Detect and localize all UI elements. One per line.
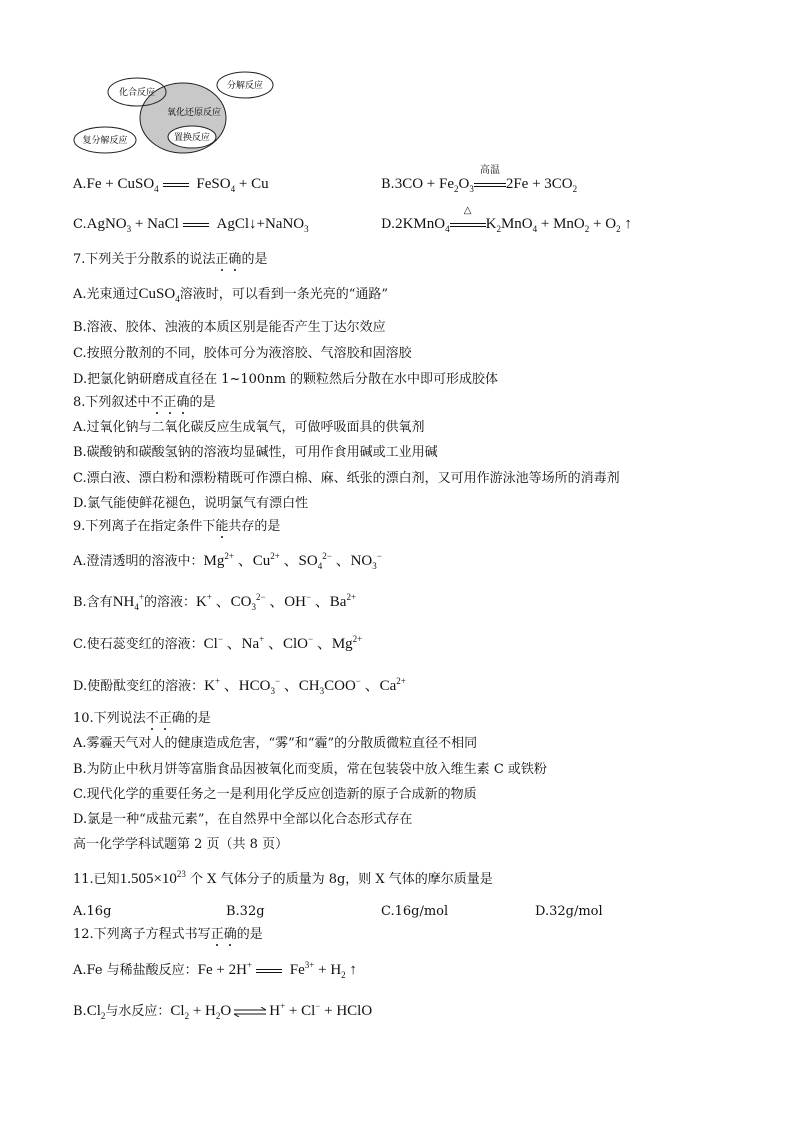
- q9-option-b: B.含有$NH_4^+$的溶液：K+ 、$CO_3^{2-}$ 、OH− 、$Ba^{2+}$: [73, 592, 357, 612]
- q10-option-c: C.现代化学的重要任务之一是利用化学反应创造新的原子合成新的物质: [73, 787, 477, 802]
- reversible-arrow-icon: [233, 1007, 267, 1017]
- q6-option-a: A.Fe + CuSO$_4$ FeSO$_4$ + Cu: [73, 176, 269, 194]
- q7-option-c: C.按照分散剂的不同，胶体可分为液溶胶、气溶胶和固溶胶: [73, 346, 412, 361]
- q12-option-b: $B.Cl_2$与水反应：$Cl_2 + H_2O$ H+ + Cl− + HClO: [73, 1001, 373, 1021]
- q7-stem: 7.下列关于分散系的说法正确的是: [73, 252, 268, 267]
- q11-option-c: C.16g/mol: [381, 904, 449, 919]
- q8-option-c: C.漂白液、漂白粉和漂粉精既可作漂白棉、麻、纸张的漂白剂，又可用作游泳池等场所的消毒剂: [73, 471, 620, 486]
- q9-stem: 9.下列离子在指定条件下能共存的是: [73, 519, 281, 534]
- q10-option-b: B.为防止中秋月饼等富脂食品因被氧化而变质，常在包装袋中放入维生素 C 或铁粉: [73, 762, 547, 777]
- q9-option-c: C.使石蕊变红的溶液：Cl− 、Na+ 、ClO− 、$Mg^{2+}$: [73, 634, 363, 652]
- q11-option-b: B.32g: [226, 904, 265, 919]
- q8-option-d: D.氯气能使鲜花褪色，说明氯气有漂白性: [73, 496, 309, 511]
- q6-option-c: C.AgNO$_3$ + NaCl AgCl↓+NaNO$_3$: [73, 216, 309, 234]
- q9-option-a: A.澄清透明的溶液中：$Mg^{2+}$ 、$Cu^{2+}$ 、$SO_4^{2-}$ 、$NO_3^-$: [73, 551, 382, 571]
- q8-option-b: B.碳酸钠和碳酸氢钠的溶液均显碱性，可用作食用碱或工业用碱: [73, 445, 438, 460]
- label-combination: 化合反应: [118, 88, 156, 98]
- q7-option-b: B.溶液、胶体、浊液的本质区别是能否产生丁达尔效应: [73, 320, 386, 335]
- q8-option-a: A.过氧化钠与二氧化碳反应生成氧气，可做呼吸面具的供氧剂: [73, 420, 425, 435]
- q6-option-b: $B.3CO + Fe_2O_3$ 高温 $2Fe + 3CO_2$: [381, 165, 578, 194]
- q10-option-a: A.雾霾天气对人的健康造成危害，“雾”和“霾”的分散质微粒直径不相同: [73, 736, 478, 751]
- q11-stem: 11.已知$1.505\times 10^{23}$ 个 X 气体分子的质量为 8g，则 X 气体的摩尔质量是: [73, 869, 493, 887]
- q6-option-d: D.2KMnO$_4$ △ $K_2MnO_4 + MnO_2 + O_2$ ↑: [381, 205, 632, 234]
- q11-option-a: A.16g: [73, 904, 112, 919]
- q11-option-d: D.32g/mol: [535, 904, 603, 919]
- reaction-type-diagram: [70, 70, 290, 160]
- q12-option-a: A.Fe 与稀盐酸反应：Fe + 2H+ $Fe^{3+} + H_2$ ↑: [73, 960, 357, 980]
- q7-option-d: D.把氯化钠研磨成直径在 1~100nm 的颗粒然后分散在水中即可形成胶体: [73, 372, 499, 387]
- q9-option-d: D.使酚酞变红的溶液：K+ 、$HCO_3^-$ 、$CH_3COO^-$ 、$Ca^{2+}$: [73, 676, 406, 696]
- q8-stem: 8.下列叙述中不正确的是: [73, 395, 216, 410]
- q7-option-a: A.光束通过CuSO$_4$溶液时，可以看到一条光亮的“通路”: [73, 286, 389, 304]
- q12-stem: 12.下列离子方程式书写正确的是: [73, 927, 263, 942]
- q10-option-d: D.氯是一种“成盐元素”，在自然界中全部以化合态形式存在: [73, 812, 413, 827]
- page-footer: 高一化学学科试题第 2 页（共 8 页）: [73, 837, 289, 852]
- label-displacement: 置换反应: [173, 133, 211, 143]
- q10-stem: 10.下列说法不正确的是: [73, 711, 211, 726]
- label-redox: 氧化还原反应: [166, 108, 222, 118]
- label-decomposition: 分解反应: [226, 81, 264, 91]
- label-double-decomposition: 复分解反应: [82, 136, 128, 146]
